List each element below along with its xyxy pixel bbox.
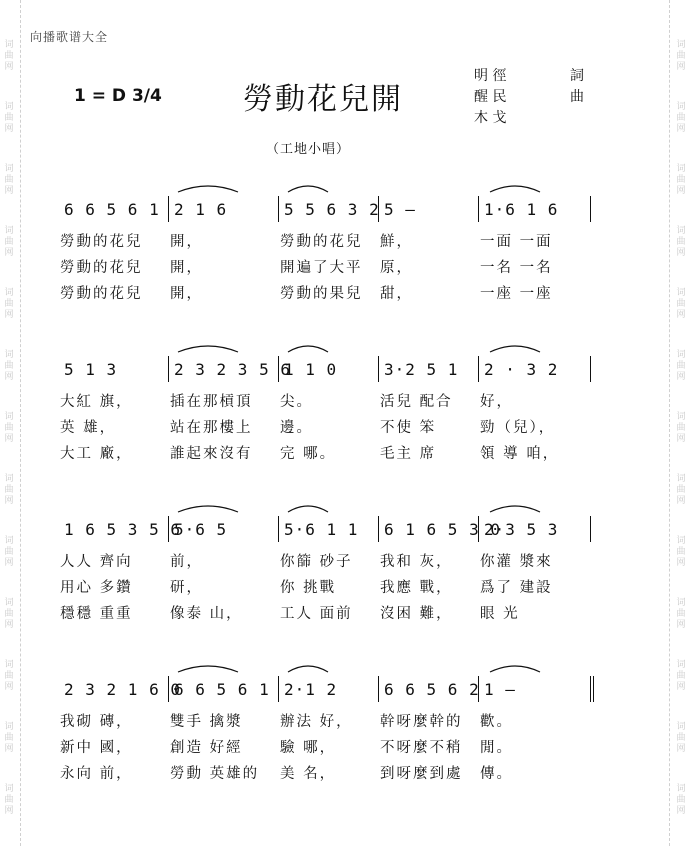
- lyric-segment: 我應 戰，: [380, 580, 453, 596]
- notes-line: [60, 650, 600, 710]
- lyric-row: [60, 736, 600, 758]
- lyric-segment: 插在那槓頂: [170, 394, 253, 410]
- slur: [288, 186, 328, 192]
- credit-names: 明 徑: [474, 68, 507, 84]
- lyric-segment: 驗 哪，: [280, 740, 337, 756]
- lyric-segment: 英 雄，: [60, 420, 117, 436]
- lyric-segment: 開，: [170, 286, 203, 302]
- lyric-row: [60, 390, 600, 412]
- lyric-row: [60, 230, 600, 252]
- lyric-segment: 創造 好經: [170, 740, 243, 756]
- slur: [288, 346, 328, 352]
- lyric-segment: 邊。: [280, 420, 313, 436]
- watermark-glyph: 词 曲 网: [676, 102, 686, 134]
- credit-role: 曲: [570, 89, 584, 105]
- watermark-glyph: 词 曲 网: [4, 350, 14, 382]
- lyric-row: [60, 576, 600, 598]
- lyric-segment: 你篩 砂子: [280, 554, 353, 570]
- lyric-segment: 勞動的果兒: [280, 286, 363, 302]
- lyric-segment: 勁（兒），: [480, 420, 556, 436]
- lyric-segment: 沒困 難，: [380, 606, 453, 622]
- lyric-segment: 到呀麼到處: [380, 766, 463, 782]
- credit-lyricist: [474, 66, 584, 87]
- slur: [178, 666, 238, 672]
- lyric-segment: 不使 笨: [380, 420, 437, 436]
- lyric-segment: 大紅 旗，: [60, 394, 133, 410]
- measure-notes: 2·1 2: [284, 680, 338, 699]
- measure-notes: 2 1 6: [174, 200, 228, 219]
- measure-notes: 1 1 0: [284, 360, 338, 379]
- lyric-segment: 一面 一面: [480, 234, 553, 250]
- score-system: [0, 330, 690, 480]
- measure-notes: 1·6 1 6: [484, 200, 559, 219]
- watermark-glyph: 词 曲 网: [4, 474, 14, 506]
- lyric-segment: 你 挑戰: [280, 580, 337, 596]
- watermark-glyph: 词 曲 网: [676, 660, 686, 692]
- watermark-glyph: 词 曲 网: [4, 660, 14, 692]
- watermark-glyph: 词 曲 网: [676, 536, 686, 568]
- watermark-glyph: 词 曲 网: [676, 474, 686, 506]
- measure-notes: 2 3 2 1 6 0: [64, 680, 181, 699]
- lyric-segment: 開，: [170, 260, 203, 276]
- score-system: [0, 650, 690, 800]
- measure-notes: 2 · 3 2: [484, 360, 559, 379]
- lyric-row: [60, 710, 600, 732]
- lyric-row: [60, 602, 600, 624]
- lyric-segment: 穩穩 重重: [60, 606, 133, 622]
- lyric-segment: 像泰 山，: [170, 606, 243, 622]
- slur: [490, 186, 540, 192]
- watermark-glyph: 词 曲 网: [676, 350, 686, 382]
- lyric-segment: 尖。: [280, 394, 313, 410]
- measure-notes: 2 3 2 3 5 6: [174, 360, 291, 379]
- lyric-row: [60, 282, 600, 304]
- lyric-segment: 人人 齊向: [60, 554, 133, 570]
- site-label: 向播歌谱大全: [30, 30, 109, 44]
- lyric-segment: 美 名，: [280, 766, 337, 782]
- slur: [288, 506, 328, 512]
- lyric-segment: 傳。: [480, 766, 513, 782]
- slur: [178, 506, 238, 512]
- lyric-segment: 永向 前，: [60, 766, 133, 782]
- watermark-glyph: 词 曲 网: [4, 598, 14, 630]
- lyric-segment: 工人 面前: [280, 606, 353, 622]
- lyric-segment: 誰起來沒有: [170, 446, 253, 462]
- slur: [490, 346, 540, 352]
- lyric-segment: 辦法 好，: [280, 714, 353, 730]
- lyric-segment: 勞動的花兒: [280, 234, 363, 250]
- watermark-glyph: 词 曲 网: [4, 102, 14, 134]
- lyric-segment: 新中 國，: [60, 740, 133, 756]
- notes-line: [60, 490, 600, 550]
- watermark-glyph: 词 曲 网: [4, 722, 14, 754]
- watermark-glyph: 词 曲 网: [676, 784, 686, 816]
- credit-names: 木 戈: [474, 110, 507, 126]
- measure-notes: 6 6 5 6 1: [174, 680, 270, 699]
- lyric-row: [60, 762, 600, 784]
- lyric-segment: 幹呀麼幹的: [380, 714, 463, 730]
- lyric-row: [60, 256, 600, 278]
- lyric-segment: 一名 一名: [480, 260, 553, 276]
- lyric-segment: 完 哪。: [280, 446, 337, 462]
- credit-role: 詞: [570, 68, 584, 84]
- lyric-segment: 站在那樓上: [170, 420, 253, 436]
- slur: [490, 506, 540, 512]
- slur: [178, 346, 238, 352]
- lyric-segment: 歡。: [480, 714, 513, 730]
- watermark-glyph: 词 曲 网: [4, 40, 14, 72]
- lyric-segment: 開，: [170, 234, 203, 250]
- watermark-glyph: 词 曲 网: [676, 226, 686, 258]
- lyric-segment: 活兒 配合: [380, 394, 453, 410]
- lyric-segment: 用心 多鑽: [60, 580, 133, 596]
- lyric-row: [60, 550, 600, 572]
- lyric-row: [60, 442, 600, 464]
- measure-notes: 5 1 3: [64, 360, 118, 379]
- measure-notes: 5·6 1 1: [284, 520, 359, 539]
- lyric-segment: 原，: [380, 260, 413, 276]
- measure-notes: 2·3 5 3: [484, 520, 559, 539]
- lyric-segment: 你灌 漿來: [480, 554, 553, 570]
- lyric-segment: 勞動的花兒: [60, 286, 143, 302]
- lyric-row: [60, 416, 600, 438]
- lyric-segment: 勞動 英雄的: [170, 766, 260, 782]
- lyric-segment: 我和 灰，: [380, 554, 453, 570]
- watermark-glyph: 词 曲 网: [4, 226, 14, 258]
- watermark-glyph: 词 曲 网: [4, 288, 14, 320]
- measure-notes: 1 6 5 3 5 6: [64, 520, 181, 539]
- credits: [474, 66, 584, 129]
- slur-marks: [60, 330, 600, 390]
- measure-notes: 6 6 5 6 1: [64, 200, 160, 219]
- watermark-glyph: 词 曲 网: [4, 164, 14, 196]
- score-system: [0, 170, 690, 320]
- credit-names: 醒 民: [474, 89, 507, 105]
- lyric-segment: 雙手 擒漿: [170, 714, 243, 730]
- notes-line: [60, 170, 600, 230]
- measure-notes: 5·6 5: [174, 520, 228, 539]
- credit-composer-2: [474, 108, 584, 129]
- lyric-segment: 我砌 磚，: [60, 714, 133, 730]
- lyric-segment: 大工 廠，: [60, 446, 133, 462]
- watermark-glyph: 词 曲 网: [676, 412, 686, 444]
- watermark-glyph: 词 曲 网: [4, 784, 14, 816]
- watermark-glyph: 词 曲 网: [676, 598, 686, 630]
- measure-notes: 6 6 5 6 2: [384, 680, 480, 699]
- measure-notes: 1 —: [484, 680, 516, 699]
- watermark-glyph: 词 曲 网: [676, 288, 686, 320]
- measure-notes: 3·2 5 1: [384, 360, 459, 379]
- lyric-segment: 鮮，: [380, 234, 413, 250]
- song-title: 勞動花兒開: [243, 82, 403, 117]
- lyric-segment: 領 導 咱，: [480, 446, 560, 462]
- lyric-segment: 一座 一座: [480, 286, 553, 302]
- lyric-segment: 好，: [480, 394, 513, 410]
- subtitle: （工地小唱）: [266, 142, 351, 157]
- measure-notes: 6 1 6 5 3 0: [384, 520, 501, 539]
- watermark-glyph: 词 曲 网: [676, 40, 686, 72]
- lyric-segment: 毛主 席: [380, 446, 437, 462]
- lyric-segment: 甜，: [380, 286, 413, 302]
- key-signature: 1 = D 3/4: [74, 86, 162, 106]
- lyric-segment: 開遍了大平: [280, 260, 363, 276]
- lyric-segment: 前，: [170, 554, 203, 570]
- notes-line: [60, 330, 600, 390]
- watermark-glyph: 词 曲 网: [4, 536, 14, 568]
- measure-notes: 5 5 6 3 2: [284, 200, 380, 219]
- slur-marks: [60, 650, 600, 710]
- watermark-glyph: 词 曲 网: [676, 164, 686, 196]
- credit-composer: [474, 87, 584, 108]
- slur-marks: [60, 170, 600, 230]
- slur: [178, 186, 238, 192]
- lyric-segment: 閒。: [480, 740, 513, 756]
- slur: [288, 666, 328, 672]
- watermark-glyph: 词 曲 网: [4, 412, 14, 444]
- slur: [490, 666, 540, 672]
- lyric-segment: 勞動的花兒: [60, 260, 143, 276]
- slur-marks: [60, 490, 600, 550]
- watermark-glyph: 词 曲 网: [676, 722, 686, 754]
- score-system: [0, 490, 690, 640]
- lyric-segment: 不呀麼不稍: [380, 740, 463, 756]
- measure-notes: 5 —: [384, 200, 416, 219]
- lyric-segment: 勞動的花兒: [60, 234, 143, 250]
- lyric-segment: 研，: [170, 580, 203, 596]
- lyric-segment: 爲了 建設: [480, 580, 553, 596]
- lyric-segment: 眼 光: [480, 606, 520, 622]
